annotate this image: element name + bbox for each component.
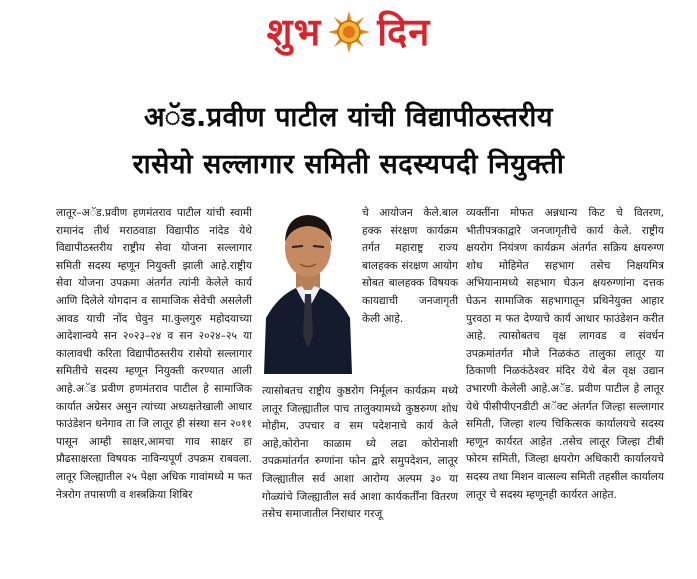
sun-emblem-icon (327, 10, 371, 54)
masthead (0, 2, 697, 62)
article-text: चे आयोजन केले.बाल हक्क संरक्षण कार्यक्रम तर्गत महाराष्ट्र राज्य बालहक्क संरक्षण आयोग सोबत बालहक्क विषयक कायद्याची जनजागृती केली आहे. (362, 207, 458, 325)
headline-line-1: अॅड.प्रवीण पाटील यांची विद्यापीठस्तरीय (143, 102, 554, 133)
masthead-left-word: शुभ (266, 10, 322, 54)
article-text: त्यासोबतच राष्ट्रीय कुष्ठरोग निर्मूलन कार्यक्रम मध्ये लातूर जिल्ह्यातील पाच तालुक्यामध्ये कुष्ठरुग्ण शोध मोहीम, उपचार व सम पदेशनाचे कार्य केले आहे,कोरोना काळाम ध्ये लढा कोरोनाशी उपक्रमांतर्गत रुग्णांना फोन द्वारे समुपदेशन, लातूर जिल्ह्यातील सर्व आशा आरोग्य अल्पम ३० या गोळ्यांचे जिल्ह्यातील सर्व आशा कार्यकर्तींना वितरण तसेच समाजातील निराधार गरजू (262, 385, 458, 521)
portrait-photo (262, 206, 354, 374)
article-text: लातूर–अॅड.प्रवीण हणमंतराव पाटील यांची स्वामी रामानंद तीर्थ मराठवाडा विद्यापीठ नांदेड येथे विद्यापीठस्तरीय राष्ट्रीय सेवा योजना सल्लागार समिती सदस्य म्हणून नियुक्ती झाली आहे.राष्ट्रीय सेवा योजना उपक्रमा अंतर्गत त्यांनी केलेले कार्य आणि दिलेले योगदान व सामाजिक सेवेची असलेली आवड याची नोंद घेवुन मा.कुलगुरु महोदयाच्या आदेशान्वये सन २०२३–२४ व सन २०२४–२५ या कालावधी करिता विद्यापीठस्तरीय रासेयो सल्लागार समितीचे सदस्य म्हणून नियुक्ती करण्यात आली आहे.अॅड प्रवीण हणमंतराव पाटील हे सामाजिक कार्यात अग्रेसर असुन त्यांच्या अध्यक्षतेखाली आधार फाउंडेशन धनेगाव ता जि लातूर ही संस्था सन २०११ पासून आम्ही साक्षर,आमचा गाव साक्षर हा प्रौढसाक्षरता विषयक नाविन्यपूर्ण उपक्रम राबवला. लातूर जिल्ह्यातील २५ पेक्षा अधिक गावांमध्ये म फत नेत्ररोग तपासणी व शस्त्रक्रिया शिबिर (56, 207, 252, 501)
article-column-1 (56, 205, 252, 504)
masthead-right-word: दिन (377, 10, 431, 54)
headline (0, 94, 697, 188)
article-column-3 (466, 205, 664, 504)
headline-line-2: रासेयो सल्लागार समिती सदस्यपदी नियुक्ती (132, 149, 565, 180)
article-text: व्यक्तींना मोफत अन्नधान्य किट चे वितरण, भीतीपत्रकाद्वारे जनजागृतीचे कार्य केले. राष्ट्रीय क्षयरोग नियंत्रण कार्यक्रम अंतर्गत सक्रिय क्षयरुग्ण शोध मोहिमेत सहभाग तसेच निक्षयमित्र अभियानामध्ये सहभाग घेऊन क्षयरुग्णांना दत्तक घेऊन सामाजिक सहभागातून प्रथिनेयुक्त आहार पुरवठा म फत देण्याचे कार्य आधार फाउंडेशन करीत आहे. त्यासोबतच वृक्ष लागवड व संवर्धन उपक्रमांतर्गत मौजे निळकंठ तालुका लातूर या ठिकाणी निळकंठेश्वर मंदिर येथे बेल वृक्ष उद्यान उभारणी केलेली आहे.अॅड. प्रवीण पाटील हे लातूर येथे पीसीपीएनडीटी अॅक्ट अंतर्गत जिल्हा सल्लागार समिती, जिल्हा शल्य चिकित्सक कार्यालयचे सदस्य म्हणून कार्यरत आहेत .तसेच लातूर जिल्हा टीबी फोरम समिती, जिल्हा क्षयरोग अधिकारी कार्यालयचे सदस्य तथा मिशन वात्सल्य समिती तहसील कार्यालय लातूर चे सदस्य म्हणूनही कार्यरत आहेत. (466, 207, 664, 501)
article-column-2 (262, 383, 458, 524)
article-column-2-top (362, 205, 458, 328)
